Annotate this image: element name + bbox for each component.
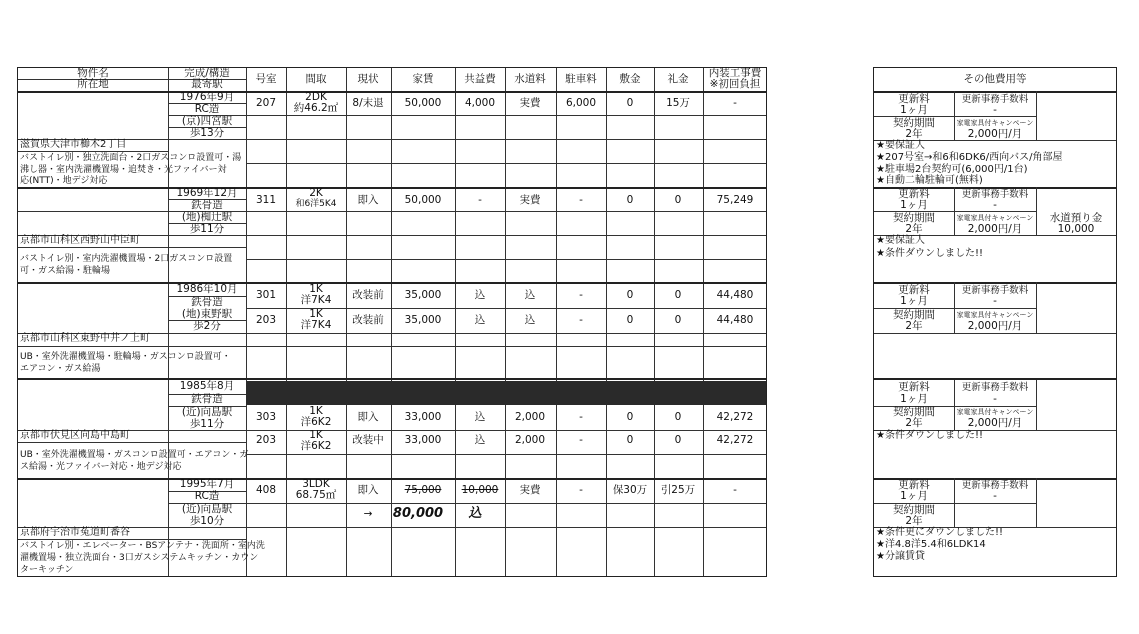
header-layout: 間取 (305, 73, 327, 85)
renewal-label: 更新料 (898, 93, 930, 105)
key-money: 15万 (666, 97, 690, 109)
layout-detail: 洋7K4 (300, 294, 332, 306)
common-fee: 込 (474, 314, 486, 326)
features-line: バストイレ別・エレベーター・BSアンテナ・洗面所・室内洗 (20, 541, 265, 551)
col-line (246, 68, 247, 576)
features-line: UB・室外洗濯機置場・駐輪場・ガスコンロ設置可・ (20, 352, 231, 362)
renovation-fee: 44,480 (716, 314, 754, 326)
renovation-fee: 42,272 (716, 411, 754, 423)
layout: 1K (309, 405, 323, 417)
deposit: 0 (626, 289, 634, 301)
structure: 鉄骨造 (191, 296, 223, 308)
structure: RC造 (194, 490, 220, 502)
deposit: 0 (626, 97, 634, 109)
campaign-label: 家電家具付キャンペーン (956, 119, 1034, 127)
key-money: 引25万 (660, 484, 696, 496)
header-deposit: 敷金 (619, 73, 641, 85)
row-line (246, 430, 766, 431)
walk-time: 歩13分 (189, 127, 225, 139)
water-fee: 込 (524, 289, 536, 301)
period-label: 契約期間 (893, 504, 935, 516)
parking-fee: - (579, 434, 583, 446)
campaign-label: 家電家具付キャンペーン (956, 214, 1034, 222)
row-line (18, 527, 766, 528)
address: 京都市山科区西野山中臣町 (20, 235, 140, 246)
renewal-fee-label: 更新事務手数料 (961, 285, 1029, 296)
walk-time: 歩2分 (193, 320, 221, 332)
renewal-fee-value: - (993, 199, 997, 211)
property-table (17, 67, 767, 577)
row-line (18, 139, 766, 140)
room-number: 203 (255, 434, 277, 446)
built-date: 1995年7月 (179, 478, 235, 490)
water-fee: 込 (524, 314, 536, 326)
campaign-label: 家電家具付キャンペーン (956, 408, 1034, 416)
rent: 50,000 (404, 194, 442, 206)
renewal-label: 更新料 (898, 479, 930, 491)
header-water: 水道料 (514, 73, 546, 85)
station: (近)向島駅 (181, 406, 233, 418)
common-fee: 込 (474, 289, 486, 301)
built-date: 1986年10月 (176, 283, 238, 295)
side-note: ★条件ダウンしました!! (876, 248, 983, 259)
features-line: バストイレ別・独立洗面台・2口ガスコンロ設置可・湯 (20, 153, 242, 163)
row-line (18, 211, 766, 212)
status: 改装中 (352, 434, 384, 446)
property-bottom (246, 187, 766, 189)
rent: 50,000 (404, 97, 442, 109)
side-note: ★自動二輪駐輪可(無料) (876, 175, 983, 186)
layout-area: 68.75㎡ (295, 489, 337, 501)
header-common: 共益費 (464, 73, 496, 85)
rent-old: 75,000 (404, 484, 442, 496)
key-money: 0 (674, 434, 682, 446)
col-line (455, 68, 456, 576)
col-line (954, 282, 955, 333)
layout-detail: 洋7K4 (300, 319, 332, 331)
renewal-fee-label: 更新事務手数料 (961, 382, 1029, 393)
renewal-value: 1ヶ月 (900, 199, 928, 211)
renewal-fee-label: 更新事務手数料 (961, 94, 1029, 105)
renovation-fee: - (733, 97, 737, 109)
layout: 1K (309, 283, 323, 295)
period-value: 2年 (905, 223, 923, 235)
room-number: 207 (255, 97, 277, 109)
row-line (246, 346, 766, 347)
features-line: エアコン・ガス給湯 (20, 364, 101, 374)
renovation-fee: 75,249 (716, 194, 754, 206)
renewal-fee-label: 更新事務手数料 (961, 480, 1029, 491)
col-line (505, 68, 506, 576)
col-line (1036, 91, 1037, 140)
header-renov-note: ※初回負担 (709, 78, 761, 90)
renewal-label: 更新料 (898, 381, 930, 393)
common-fee-new: 込 (468, 506, 482, 521)
layout: 2K (309, 187, 323, 199)
station: (京)四宮駅 (181, 115, 233, 127)
water-fee: 実費 (519, 484, 541, 496)
period-value: 2年 (905, 320, 923, 332)
layout: 1K (309, 308, 323, 320)
layout: 1K (309, 429, 323, 441)
common-fee-old: 10,000 (461, 484, 499, 496)
header-address: 所在地 (77, 78, 109, 90)
property-bottom (18, 282, 766, 284)
campaign-value: 2,000円/月 (967, 128, 1023, 140)
address: 京都市山科区東野中井ノ上町 (20, 333, 150, 344)
rent: 35,000 (404, 289, 442, 301)
renovation-fee: 44,480 (716, 289, 754, 301)
key-money: 0 (674, 314, 682, 326)
rent-new: 80,000 (392, 506, 444, 521)
col-line (954, 91, 955, 140)
campaign-value: 2,000円/月 (967, 417, 1023, 429)
station: (近)向島駅 (181, 503, 233, 515)
water-fee: 実費 (519, 97, 541, 109)
features-line: 濯機置場・独立洗面台・3口ガスシステムキッチン・カウン (20, 553, 259, 563)
walk-time: 歩11分 (189, 223, 225, 235)
row-line (18, 539, 246, 540)
period-value: 2年 (905, 417, 923, 429)
address: 京都市伏見区向島中島町 (20, 430, 130, 441)
col-line (954, 478, 955, 527)
row-line (168, 115, 766, 116)
renewal-value: 1ヶ月 (900, 393, 928, 405)
row-line (246, 308, 766, 309)
water-deposit-value: 10,000 (1057, 223, 1095, 235)
renewal-fee-value: - (993, 295, 997, 307)
structure: RC造 (194, 103, 220, 115)
room-number: 408 (255, 484, 277, 496)
room-number: 303 (255, 411, 277, 423)
status: 8/末退 (352, 97, 384, 109)
row-line (18, 151, 168, 152)
status: 改装前 (352, 289, 384, 301)
property-bottom (18, 478, 766, 480)
water-fee: 実費 (519, 194, 541, 206)
parking-fee: - (579, 289, 583, 301)
header-status: 現状 (357, 73, 379, 85)
renovation-fee: - (733, 484, 737, 496)
property-bottom (18, 378, 766, 380)
walk-time: 歩10分 (189, 515, 225, 527)
side-note: ★分譲賃貸 (876, 551, 925, 562)
built-date: 1976年9月 (179, 91, 235, 103)
header-room: 号室 (255, 73, 277, 85)
status: 即入 (357, 484, 379, 496)
header-bottom (18, 91, 766, 93)
col-line (703, 68, 704, 576)
room-number: 301 (255, 289, 277, 301)
header-rent: 家賃 (412, 73, 434, 85)
row-line (18, 346, 246, 347)
rent: 33,000 (404, 411, 442, 423)
period-label: 契約期間 (893, 212, 935, 224)
deposit: 0 (626, 194, 634, 206)
header-built: 完成/構造 (184, 67, 230, 79)
campaign-value: 2,000円/月 (967, 223, 1023, 235)
header-key: 礼金 (667, 73, 689, 85)
layout-detail: 洋6K2 (300, 416, 332, 428)
deposit: 0 (626, 434, 634, 446)
walk-time: 歩11分 (189, 418, 225, 430)
side-title: その他費用等 (963, 73, 1027, 85)
layout: 3LDK (302, 478, 330, 490)
period-label: 契約期間 (893, 309, 935, 321)
row-line (874, 333, 1116, 334)
renovation-fee: 42,272 (716, 434, 754, 446)
row-line (246, 503, 766, 504)
col-line (286, 68, 287, 576)
parking-fee: - (579, 194, 583, 206)
common-fee: 込 (474, 411, 486, 423)
col-line (654, 68, 655, 576)
col-line (1036, 187, 1037, 235)
address: 滋賀県大津市櫛木2丁目 (20, 139, 127, 150)
features-line: UB・室外洗濯機置場・ガスコンロ設置可・エアコン・ガ (20, 450, 249, 460)
built-date: 1985年8月 (179, 380, 235, 392)
renewal-label: 更新料 (898, 284, 930, 296)
features-line: 可・ガス給湯・駐輪場 (20, 266, 111, 276)
features-line: ス給湯・光ファイバー対応・地デジ対応 (20, 462, 182, 472)
water-deposit-label: 水道預り金 (1049, 212, 1103, 224)
renewal-fee-value: - (993, 104, 997, 116)
block-bottom (874, 378, 1116, 380)
renewal-value: 1ヶ月 (900, 104, 928, 116)
renewal-fee-value: - (993, 393, 997, 405)
features-line: 沸し器・室内洗濯機置場・追焚き・光ファイバー対 (20, 165, 227, 175)
col-line (346, 68, 347, 576)
header-name: 物件名 (77, 67, 109, 79)
deposit: 0 (626, 314, 634, 326)
address: 京都府宇治市菟道町番谷 (20, 527, 130, 538)
col-line (168, 68, 169, 576)
common-fee: - (478, 194, 482, 206)
key-money: 0 (674, 411, 682, 423)
rent: 33,000 (404, 434, 442, 446)
features-line: バストイレ別・室内洗濯機置場・2口ガスコンロ設置 (20, 254, 233, 264)
layout: 2DK (305, 91, 327, 103)
side-note: ★条件更にダウンしました!! (876, 527, 1003, 538)
col-line (556, 68, 557, 576)
renewal-value: 1ヶ月 (900, 295, 928, 307)
station: (地)東野駅 (181, 308, 233, 320)
side-note: ★要保証人 (876, 140, 925, 151)
deposit: 0 (626, 411, 634, 423)
deposit: 保30万 (612, 484, 648, 496)
layout-area: 約46.2㎡ (293, 102, 339, 114)
col-line (954, 380, 955, 430)
campaign-label: 家電家具付キャンペーン (956, 311, 1034, 319)
row-line (246, 163, 766, 164)
features-line: ターキッチン (20, 565, 74, 575)
common-fee: 込 (474, 434, 486, 446)
side-note: ★洋4.8洋5.4和6LDK14 (876, 539, 986, 550)
built-date: 1969年12月 (176, 187, 238, 199)
parking-fee: - (579, 411, 583, 423)
room-number: 203 (255, 314, 277, 326)
arrow-icon: → (363, 508, 373, 520)
structure: 鉄骨造 (191, 393, 223, 405)
renewal-label: 更新料 (898, 188, 930, 200)
station: (地)椥辻駅 (181, 211, 233, 223)
status: 即入 (357, 194, 379, 206)
col-line (1036, 478, 1037, 527)
header-station: 最寄駅 (191, 78, 223, 90)
parking-fee: 6,000 (565, 97, 597, 109)
parking-fee: - (579, 484, 583, 496)
status: 即入 (357, 411, 379, 423)
header-parking: 駐車料 (565, 73, 597, 85)
row-line (246, 259, 766, 260)
water-fee: 2,000 (514, 411, 546, 423)
side-note: ★条件ダウンしました!! (876, 430, 983, 441)
room-number: 311 (255, 194, 277, 206)
period-value: 2年 (905, 515, 923, 527)
structure: 鉄骨造 (191, 199, 223, 211)
other-fees-panel (873, 67, 1117, 577)
row-line (18, 442, 246, 443)
col-line (391, 68, 392, 576)
campaign-value: 2,000円/月 (967, 320, 1023, 332)
layout-detail: 洋6K2 (300, 440, 332, 452)
col-line (1036, 282, 1037, 333)
rent: 35,000 (404, 314, 442, 326)
col-line (954, 187, 955, 235)
key-money: 0 (674, 289, 682, 301)
features-line: 応(NTT)・地デジ対応 (20, 176, 108, 186)
renewal-value: 1ヶ月 (900, 490, 928, 502)
common-fee: 4,000 (464, 97, 496, 109)
header-renov: 内装工事費 (708, 67, 762, 79)
renewal-fee-value: - (993, 490, 997, 502)
period-label: 契約期間 (893, 117, 935, 129)
period-value: 2年 (905, 128, 923, 140)
side-note: ★207号室→和6和6DK6/西向バス/角部屋 (876, 152, 1063, 163)
col-line (1036, 380, 1037, 430)
row-line (18, 247, 246, 248)
unavailable-bar (246, 381, 766, 405)
water-fee: 2,000 (514, 434, 546, 446)
renewal-fee-label: 更新事務手数料 (961, 189, 1029, 200)
parking-fee: - (579, 314, 583, 326)
layout-detail: 和6洋5K4 (295, 199, 337, 209)
side-note: ★駐車場2台契約可(6,000円/1台) (876, 164, 1028, 175)
status: 改装前 (352, 314, 384, 326)
key-money: 0 (674, 194, 682, 206)
col-line (606, 68, 607, 576)
side-note: ★要保証人 (876, 235, 925, 246)
row-line (246, 454, 766, 455)
period-label: 契約期間 (893, 406, 935, 418)
